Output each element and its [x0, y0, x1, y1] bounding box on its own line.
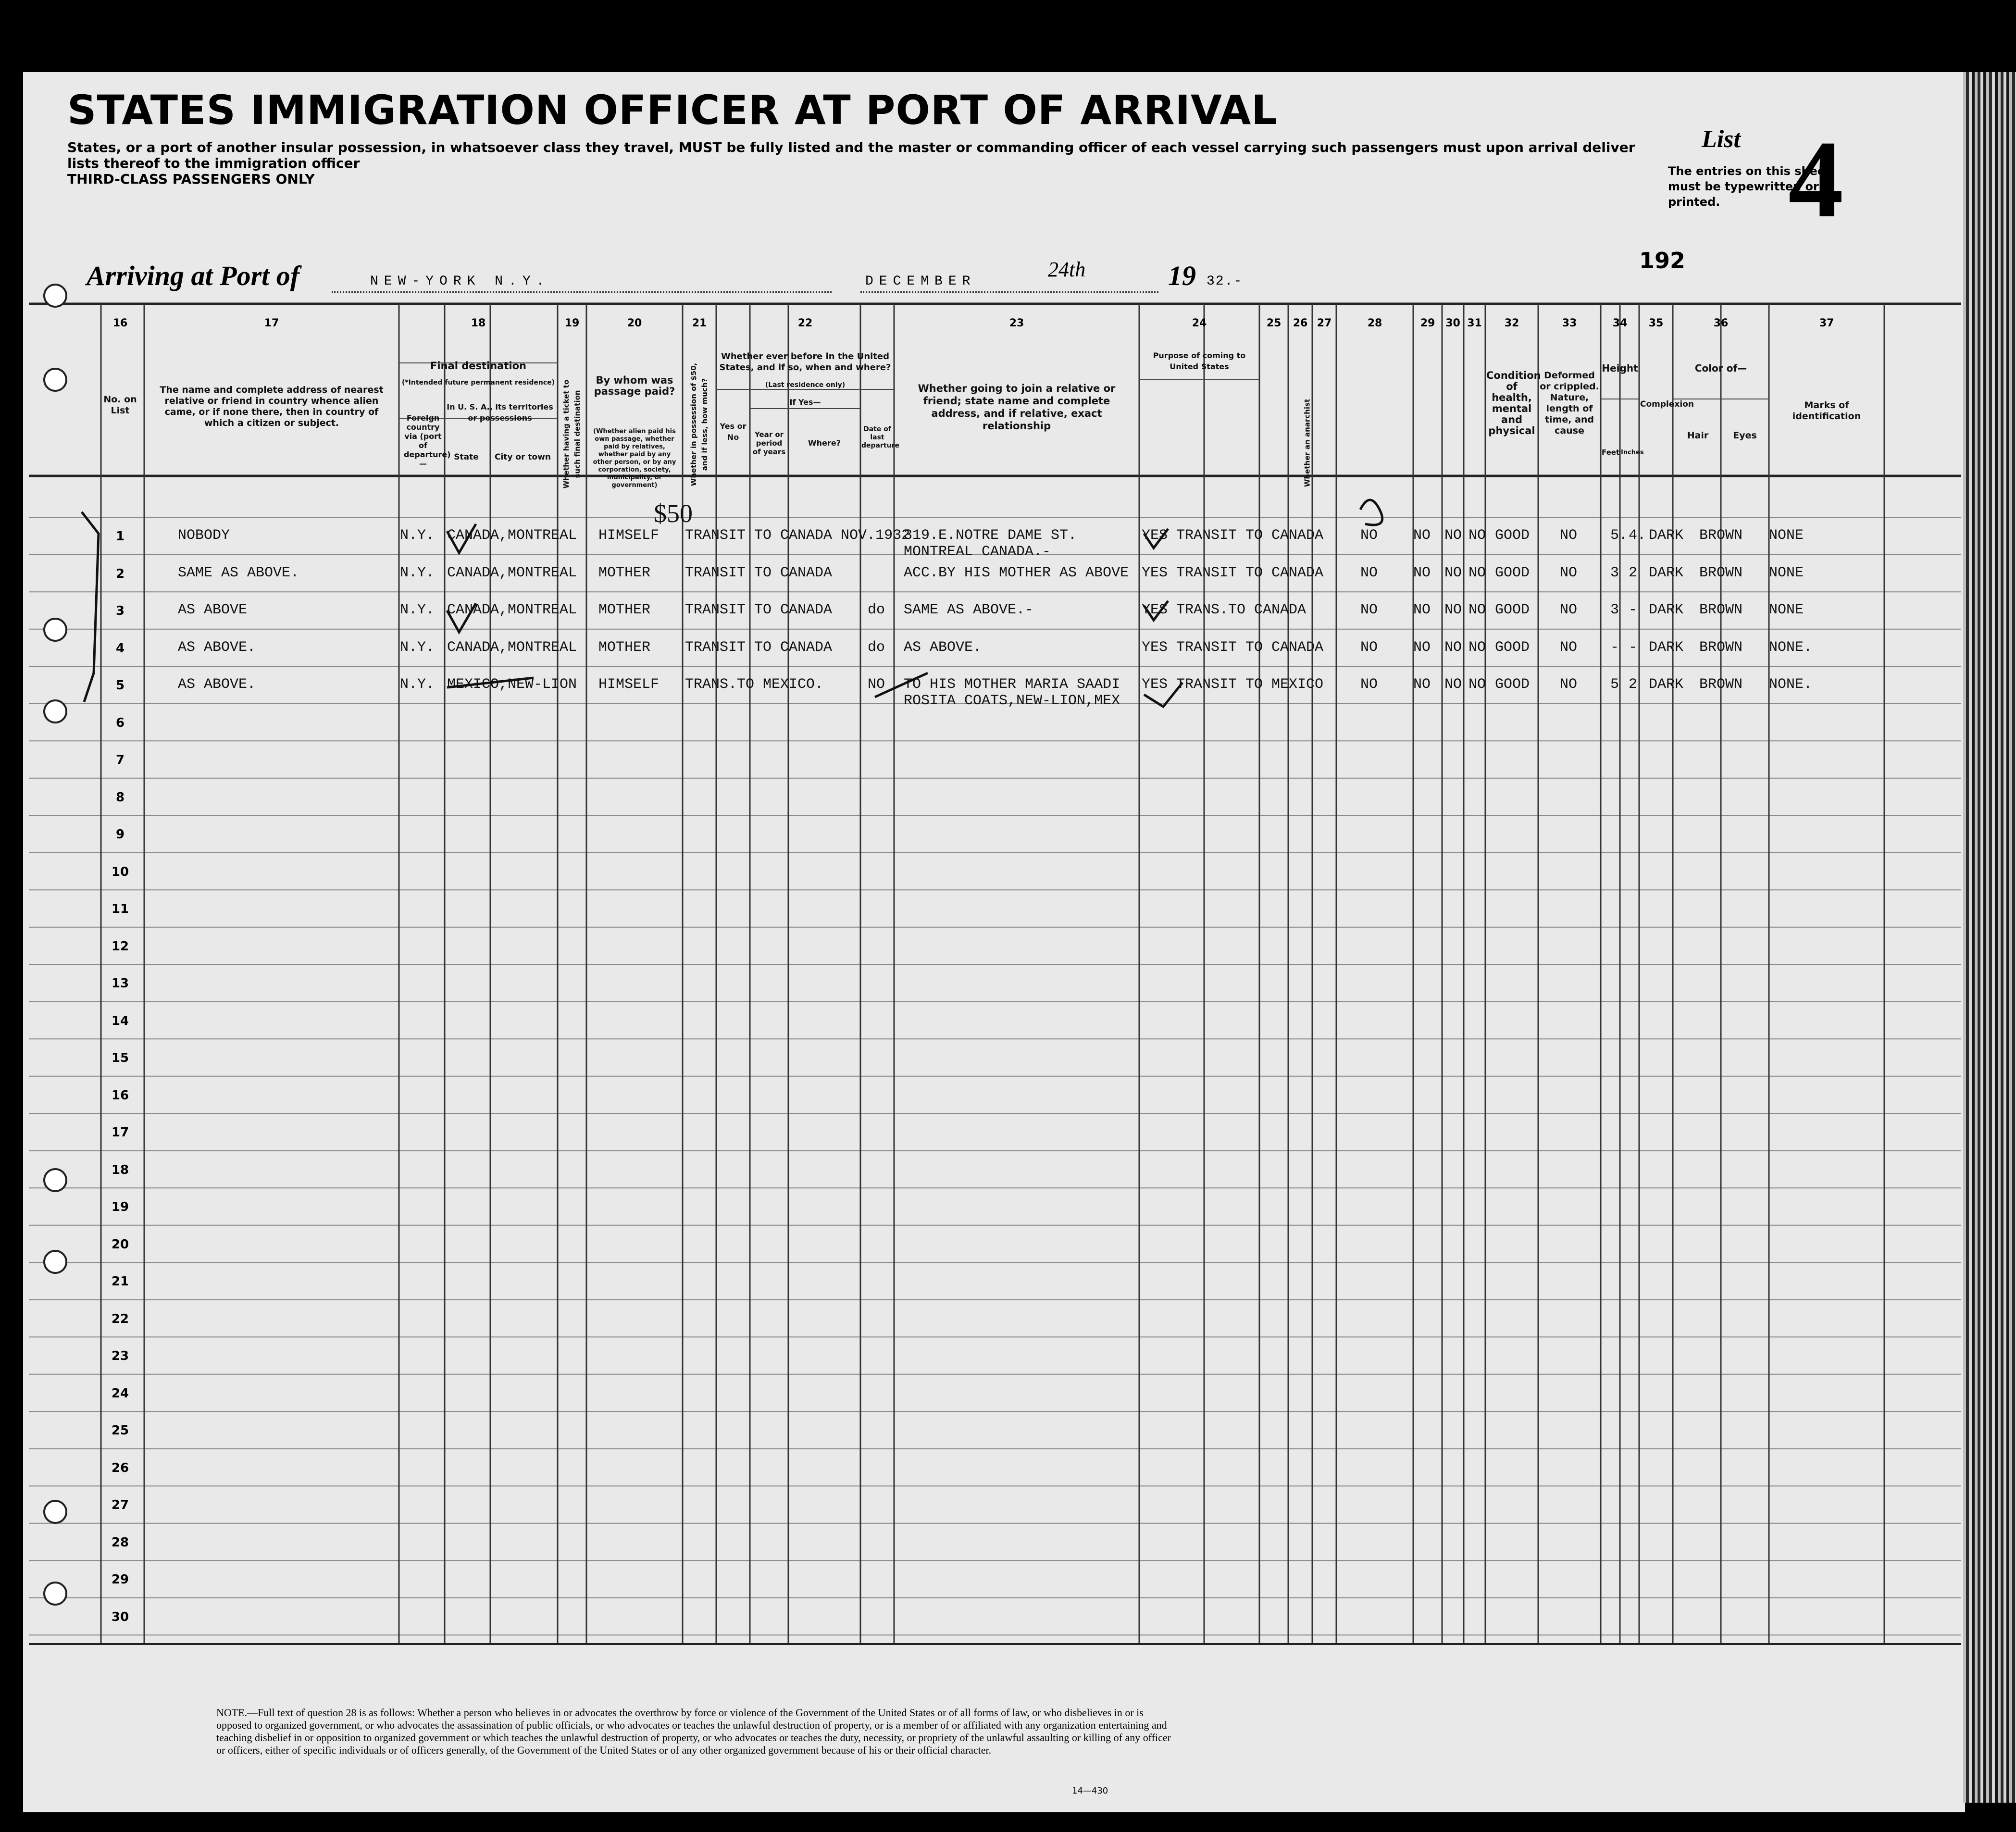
- cell-q31: NO: [1468, 639, 1486, 656]
- cell-health: GOOD: [1495, 602, 1530, 618]
- cell-feet: 5.: [1610, 527, 1628, 544]
- cell-hair: BROWN: [1699, 602, 1743, 618]
- cell-destination: CANADA,MONTREAL: [447, 602, 577, 618]
- cell-passage-paid: HIMSELF: [598, 676, 660, 693]
- cell-marks: NONE: [1769, 527, 1804, 544]
- cell-join-relative: AS ABOVE.: [904, 639, 982, 656]
- check-mark-purpose-1: [1144, 529, 1168, 548]
- punch-hole: [43, 1168, 67, 1192]
- cell-join-relative-line2: MONTREAL CANADA.-: [904, 544, 1051, 560]
- cell-q28: NO: [1360, 602, 1378, 618]
- cell-join-relative: SAME AS ABOVE.-: [904, 602, 1034, 618]
- cell-hair: BROWN: [1699, 527, 1743, 544]
- row-number: 18: [111, 1162, 129, 1177]
- row-number: 26: [111, 1460, 129, 1475]
- hdr-passage-paid-sub: (Whether alien paid his own passage, whether paid by relatives, whether paid by any other person, or by any corporation, society, municipality, or government): [593, 428, 676, 489]
- cell-join-relative: ACC.BY HIS MOTHER AS ABOVE: [904, 564, 1129, 581]
- cell-q30: NO: [1444, 602, 1462, 618]
- cell-q29: NO: [1413, 564, 1431, 581]
- cell-inches: 2: [1629, 564, 1638, 581]
- colnum-34: 34: [1612, 317, 1628, 329]
- row-number: 10: [111, 864, 129, 879]
- hdr-health: Condition of health, mental and physical: [1486, 370, 1541, 436]
- hdr-before-us-sub: (Last residence only): [765, 381, 846, 389]
- cell-feet: 3: [1610, 564, 1619, 581]
- cell-date-departure: do: [868, 639, 885, 656]
- row-number: 16: [111, 1088, 129, 1103]
- cell-purpose: YES TRANS.TO CANADA: [1142, 602, 1307, 618]
- hdr-years: Year or period of years: [752, 430, 786, 456]
- strike-mark-5: [447, 678, 534, 687]
- cell-deformed: NO: [1560, 602, 1578, 618]
- row-number: 22: [111, 1311, 129, 1326]
- colnum-20: 20: [627, 317, 642, 329]
- hdr-if-yes: If Yes—: [789, 398, 821, 407]
- cell-relative: SAME AS ABOVE.: [178, 564, 299, 581]
- cell-marks: NONE.: [1769, 676, 1813, 693]
- cell-before-us: TRANSIT TO CANADA: [685, 564, 833, 581]
- hdr-city: City or town: [494, 452, 551, 462]
- cell-complexion: DARK: [1649, 602, 1684, 618]
- punch-hole: [43, 368, 67, 392]
- intro-line: States, or a port of another insular possession, in whatsoever class they travel, MUST be fully listed and the master or commanding officer of each vessel carrying such passengers must upon arrival deliver lists thereof to the immigration officer: [67, 139, 1635, 171]
- row-number: 24: [111, 1386, 129, 1401]
- year-prefix: 19: [1168, 260, 1196, 291]
- check-mark-purpose-3: [1144, 601, 1168, 620]
- year-suffix: 32.-: [1207, 274, 1243, 289]
- row-number: 19: [111, 1200, 129, 1214]
- row-number: 13: [111, 976, 129, 991]
- hdr-join-relative: Whether going to join a relative or friend; state name and complete address, and if relative, exact relationship: [918, 383, 1116, 432]
- cell-q31: NO: [1468, 602, 1486, 618]
- cell-marks: NONE.: [1769, 639, 1813, 656]
- arrival-month: DECEMBER: [865, 274, 976, 289]
- cell-before-us: TRANSIT TO CANADA: [685, 639, 833, 656]
- row-number: 5: [115, 678, 125, 693]
- row-number: 14: [111, 1013, 129, 1028]
- row-number: 8: [115, 790, 125, 805]
- colnum-36: 36: [1713, 317, 1729, 329]
- row-number: 15: [111, 1051, 129, 1065]
- hdr-foreign-country: Foreign country via (port of departure)—: [404, 413, 451, 468]
- corner-note: The entries on this sheet must be typewritten or printed.: [1668, 164, 1831, 209]
- hdr-color-of: Color of—: [1694, 362, 1747, 374]
- cell-passage-paid: MOTHER: [598, 564, 651, 581]
- corner-year: 192: [1639, 248, 1686, 274]
- cell-inches: 2: [1629, 676, 1638, 693]
- row-number: 21: [111, 1274, 129, 1289]
- row-number: 11: [111, 902, 129, 916]
- row-number: 17: [111, 1125, 129, 1140]
- cell-inches: -: [1629, 602, 1638, 618]
- punch-hole: [43, 618, 67, 642]
- row-number: 23: [111, 1349, 129, 1363]
- cell-join-relative: TO HIS MOTHER MARIA SAADI: [904, 676, 1120, 693]
- colnum-27: 27: [1317, 317, 1332, 329]
- cell-before-us: TRANSIT TO CANADA NOV.1932: [685, 527, 910, 544]
- cell-q30: NO: [1444, 564, 1462, 581]
- colnum-22: 22: [797, 317, 813, 329]
- colnum-19: 19: [564, 317, 580, 329]
- cell-purpose: YES TRANSIT TO CANADA: [1142, 527, 1324, 544]
- cell-foreign-port: N.Y.: [400, 639, 435, 656]
- hdr-no-on-list: No. on List: [103, 394, 137, 416]
- row-number: 9: [115, 827, 125, 842]
- cell-q30: NO: [1444, 639, 1462, 656]
- row-number: 2: [115, 566, 125, 581]
- class-line: THIRD-CLASS PASSENGERS ONLY: [67, 171, 315, 187]
- hdr-before-us: Whether ever before in the United States, and if so, when and where?: [719, 351, 891, 373]
- cell-feet: -: [1610, 639, 1619, 656]
- cell-foreign-port: N.Y.: [400, 602, 435, 618]
- cell-relative: AS ABOVE: [178, 602, 248, 618]
- cell-q29: NO: [1413, 602, 1431, 618]
- punch-hole: [43, 284, 67, 308]
- cell-foreign-port: N.Y.: [400, 564, 435, 581]
- check-mark-1: [447, 524, 476, 553]
- cell-date-departure: do: [868, 602, 885, 618]
- cell-q30: NO: [1444, 527, 1462, 544]
- cell-passage-paid: HIMSELF: [598, 527, 660, 544]
- hdr-height: Height: [1602, 362, 1638, 374]
- cell-feet: 3: [1610, 602, 1619, 618]
- cell-q29: NO: [1413, 676, 1431, 693]
- colnum-25: 25: [1266, 317, 1282, 329]
- colnum-16: 16: [112, 317, 128, 329]
- row-number: 29: [111, 1572, 129, 1587]
- cell-destination: MEXICO,NEW-LION: [447, 676, 577, 693]
- cell-hair: BROWN: [1699, 639, 1743, 656]
- cell-foreign-port: N.Y.: [400, 676, 435, 693]
- colnum-29: 29: [1420, 317, 1435, 329]
- row-number: 28: [111, 1535, 129, 1550]
- cell-q28: NO: [1360, 676, 1378, 693]
- colnum-35: 35: [1648, 317, 1664, 329]
- cell-health: GOOD: [1495, 527, 1530, 544]
- hdr-hair: Hair: [1687, 430, 1709, 441]
- cell-date-departure: NO: [868, 676, 885, 693]
- cell-hair: BROWN: [1699, 676, 1743, 693]
- cell-feet: 5: [1610, 676, 1619, 693]
- cell-q31: NO: [1468, 527, 1486, 544]
- colnum-17: 17: [264, 317, 279, 329]
- cell-relative: NOBODY: [178, 527, 230, 544]
- page-title: STATES IMMIGRATION OFFICER AT PORT OF ARRIVAL: [67, 87, 1278, 134]
- hdr-final-destination: Final destination: [430, 360, 526, 372]
- cell-q31: NO: [1468, 676, 1486, 693]
- hdr-date-departure: Date of last departure: [861, 425, 899, 449]
- hdr-passage-paid: By whom was passage paid?: [594, 374, 675, 397]
- colnum-18: 18: [471, 317, 486, 329]
- cell-purpose: YES TRANSIT TO MEXICO: [1142, 676, 1324, 693]
- hdr-final-destination-sub: (*Intended future permanent residence): [401, 379, 555, 386]
- cell-health: GOOD: [1495, 564, 1530, 581]
- hdr-feet: Feet: [1602, 448, 1620, 457]
- check-bracket-mark: [82, 512, 99, 702]
- check-mark-purpose-5: [1144, 683, 1182, 707]
- hdr-marks: Marks of identification: [1792, 400, 1861, 422]
- cell-relative: AS ABOVE.: [178, 676, 256, 693]
- colnum-30: 30: [1445, 317, 1460, 329]
- arriving-label: Arriving at Port of: [87, 260, 300, 291]
- arrival-day: 24th: [1048, 258, 1086, 281]
- cell-money: $50: [654, 499, 693, 528]
- cell-health: GOOD: [1495, 639, 1530, 656]
- cell-q28: NO: [1360, 527, 1378, 544]
- colnum-26: 26: [1293, 317, 1308, 329]
- cell-marks: NONE: [1769, 602, 1804, 618]
- form-number: 14—430: [1072, 1786, 1108, 1796]
- cell-inches: 4.: [1629, 527, 1646, 544]
- cell-foreign-port: N.Y.: [400, 527, 435, 544]
- cell-complexion: DARK: [1649, 527, 1684, 544]
- cell-q28: NO: [1360, 639, 1378, 656]
- hdr-anarchist: Whether an anarchist: [1303, 399, 1312, 487]
- cell-inches: -: [1629, 639, 1638, 656]
- check-mark-3: [447, 603, 476, 632]
- hdr-state: State: [454, 452, 479, 462]
- colnum-21: 21: [692, 317, 707, 329]
- cell-deformed: NO: [1560, 676, 1578, 693]
- punch-hole: [43, 1250, 67, 1274]
- cell-deformed: NO: [1560, 639, 1578, 656]
- colnum-24: 24: [1192, 317, 1207, 329]
- row-number: 6: [115, 715, 125, 730]
- punch-hole: [43, 1500, 67, 1524]
- strike-mark-join: [875, 673, 928, 697]
- cell-health: GOOD: [1495, 676, 1530, 693]
- cell-before-us: TRANS.TO MEXICO.: [685, 676, 824, 693]
- hdr-inches: Inches: [1621, 449, 1644, 456]
- cell-passage-paid: MOTHER: [598, 639, 651, 656]
- colnum-32: 32: [1504, 317, 1519, 329]
- colnum-31: 31: [1467, 317, 1482, 329]
- cell-join-relative: 319.E.NOTRE DAME ST.: [904, 527, 1077, 544]
- list-number: 4: [1788, 118, 1843, 240]
- row-number: 20: [111, 1237, 129, 1252]
- punch-hole: [43, 1582, 67, 1606]
- hdr-ticket: Whether having a ticket to such final destination: [562, 379, 582, 489]
- row-number: 12: [111, 939, 129, 954]
- punch-hole: [43, 699, 67, 723]
- colnum-23: 23: [1009, 317, 1024, 329]
- cell-purpose: YES TRANSIT TO CANADA: [1142, 564, 1324, 581]
- colnum-33: 33: [1562, 317, 1577, 329]
- row-number: 27: [111, 1498, 129, 1512]
- hdr-relative: The name and complete address of nearest relative or friend in country whence alien came, or if none there, then in country of which a citizen or subject.: [160, 385, 384, 428]
- hdr-purpose: Purpose of coming to United States: [1153, 351, 1246, 371]
- row-number: 7: [115, 753, 125, 767]
- cell-deformed: NO: [1560, 527, 1578, 544]
- cell-q29: NO: [1413, 639, 1431, 656]
- cell-before-us: TRANSIT TO CANADA: [685, 602, 833, 618]
- row-number: 30: [111, 1609, 129, 1624]
- row-number: 25: [111, 1423, 129, 1438]
- colnum-28: 28: [1367, 317, 1382, 329]
- cell-destination: CANADA,MONTREAL: [447, 639, 577, 656]
- colnum-37: 37: [1819, 317, 1834, 329]
- hdr-deformed: Deformed or crippled. Nature, length of time, and cause: [1540, 370, 1599, 436]
- cell-destination: CANADA,MONTREAL: [447, 527, 577, 544]
- cell-destination: CANADA,MONTREAL: [447, 564, 577, 581]
- cell-q30: NO: [1444, 676, 1462, 693]
- list-label: List: [1702, 125, 1741, 153]
- row-number: 4: [115, 641, 125, 656]
- cell-q28: NO: [1360, 564, 1378, 581]
- cell-deformed: NO: [1560, 564, 1578, 581]
- cell-purpose: YES TRANSIT TO CANADA: [1142, 639, 1324, 656]
- cell-marks: NONE: [1769, 564, 1804, 581]
- row-number: 3: [115, 604, 125, 618]
- hdr-usa: In U. S. A., its territories or possessions: [447, 402, 553, 423]
- cell-passage-paid: MOTHER: [598, 602, 651, 618]
- hdr-money: Whether in possession of $50, and if less, how much?: [689, 362, 709, 486]
- hdr-eyes: Eyes: [1733, 430, 1757, 441]
- hdr-complexion: Complexion: [1640, 399, 1694, 409]
- cell-relative: AS ABOVE.: [178, 639, 256, 656]
- initials-mark: [1360, 500, 1382, 525]
- row-number: 1: [115, 529, 125, 544]
- hdr-where: Where?: [808, 438, 841, 448]
- hdr-yes-no: Yes or No: [720, 422, 747, 442]
- arrival-port: NEW-YORK N.Y.: [370, 274, 550, 289]
- cell-hair: BROWN: [1699, 564, 1743, 581]
- footer-note: NOTE.—Full text of question 28 is as follows: Whether a person who believes in or advocates the overthrow by force or violence of the Government of the United States or of all forms of law, or who disbelieves in or is opposed to organized government, or who advocates the assassination of public officials, or who advocates or teaches the unlawful destruction of property, or is a member of or affiliated with any organization entertaining and teaching disbelief in or opposition to organized government or which teaches the unlawful destruction of property, or who advocates or teaches the duty, necessity, or propriety of the unlawful assaulting or killing of any officer or officers, either of specific individuals or of officers generally, of the Government of the United States or of any other organized government because of his or their official character.: [216, 1707, 1171, 1756]
- cell-join-relative-line2: ROSITA COATS,NEW-LION,MEX: [904, 693, 1120, 709]
- cell-q29: NO: [1413, 527, 1431, 544]
- cell-complexion: DARK: [1649, 676, 1684, 693]
- cell-complexion: DARK: [1649, 564, 1684, 581]
- cell-q31: NO: [1468, 564, 1486, 581]
- cell-complexion: DARK: [1649, 639, 1684, 656]
